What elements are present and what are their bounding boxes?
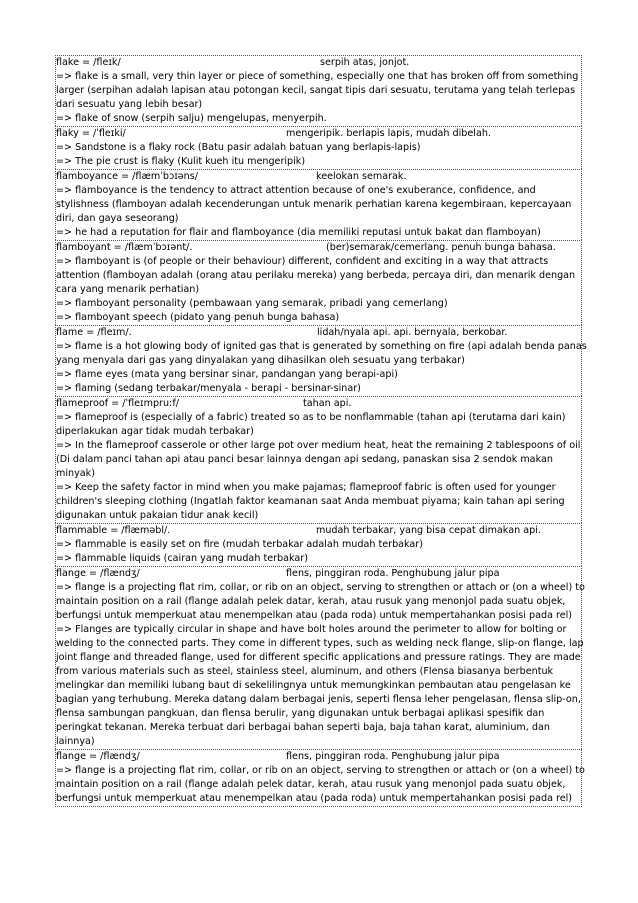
dictionary-entry (55, 325, 587, 396)
translation: mudah terbakar, yang bisa cepat dimakan api. (316, 525, 541, 536)
definition-line: from various materials such as steel, stainless steel, aluminum, and others (Flensa biasanya berbentuk (56, 666, 554, 677)
definition-line: => flake of snow (serpih salju) mengelupas, menyerpih. (56, 113, 327, 124)
definition-line: => flame eyes (mata yang bersinar sinar, pandangan yang berapi-api) (56, 369, 398, 380)
definition-line: melingkar dan memiliki lubang baut di sekelilingnya untuk memungkinkan pembautan atau pengelasan ke (56, 680, 571, 691)
definition-line: => flamboyant speech (pidato yang penuh bunga bahasa) (56, 312, 340, 323)
entry-heading-line (56, 397, 581, 411)
translation: lidah/nyala api. api. bernyala, berkobar. (317, 327, 508, 338)
definition-line: => flamboyant personality (pembawaan yang semarak, pribadi yang cemerlang) (56, 298, 448, 309)
definition-line: => Sandstone is a flaky rock (Batu pasir adalah batuan yang berlapis-lapis) (56, 142, 421, 153)
definition-line: => flameproof is (especially of a fabric) treated so as to be nonflammable (tahan api (terutama dari kain) (56, 412, 566, 423)
definition-line: maintain position on a rail (flange adalah pelek datar, kerah, atau rusuk yang menonjol pada suatu objek, (56, 779, 566, 790)
dictionary-page (55, 55, 587, 807)
definition-line: => Flanges are typically circular in shape and have bolt holes around the perimeter to allow for bolting or (56, 624, 567, 635)
translation: tahan api. (303, 398, 352, 409)
definition-line: minyak) (56, 468, 95, 479)
translation: keelokan semarak. (316, 171, 407, 182)
definition-line: cara yang menarik perhatian) (56, 284, 200, 295)
definition-line: => The pie crust is flaky (Kulit kueh itu mengeripik) (56, 156, 306, 167)
definition-line: => flame is a hot glowing body of ignited gas that is generated by something on fire (api adalah benda panas (56, 341, 587, 352)
definition-line: => flamboyant is (of people or their behaviour) different, confident and exciting in a way that attracts (56, 256, 549, 267)
definition-line: => flake is a small, very thin layer or piece of something, especially one that has broken off from something (56, 71, 579, 82)
entry-heading-line (56, 750, 581, 764)
definition-line: diperlakukan agar tidak mudah terbakar) (56, 426, 254, 437)
entry-heading-line (56, 56, 581, 70)
headword: flamboyant = /flæmˈbɔɪənt/. (56, 242, 193, 253)
definition-line: dari sesuatu yang lebih besar) (56, 99, 203, 110)
definition-line: => flaming (sedang terbakar/menyala - berapi - bersinar-sinar) (56, 383, 361, 394)
definition-line: berfungsi untuk memperkuat atau menempelkan atau (pada roda) untuk mempertahankan posisi pada rel) (56, 610, 573, 621)
dictionary-entry (55, 396, 582, 523)
translation: serpih atas, jonjot. (320, 57, 410, 68)
translation: mengeripik. berlapis lapis, mudah dibelah. (286, 128, 491, 139)
definition-line: diri, dan gaya seseorang) (56, 213, 179, 224)
definition-line: => In the flameproof casserole or other large pot over medium heat, heat the remaining 2 tablespoons of oil (56, 440, 581, 451)
translation: flens, pinggiran roda. Penghubung jalur pipa (286, 751, 500, 762)
definition-line: lainnya) (56, 736, 95, 747)
translation: flens, pinggiran roda. Penghubung jalur pipa (286, 568, 500, 579)
translation: (ber)semarak/cemerlang. penuh bunga bahasa. (326, 242, 556, 253)
definition-line: => flamboyance is the tendency to attract attention because of one's exuberance, confidence, and (56, 185, 536, 196)
dictionary-entry (55, 126, 582, 169)
entry-heading-line (56, 170, 581, 184)
dictionary-entry (55, 523, 582, 566)
headword: flange = /flændʒ/ (56, 568, 140, 579)
entry-heading-line (56, 326, 581, 340)
entry-heading-line (56, 524, 581, 538)
dictionary-entry (55, 749, 585, 807)
headword: flange = /flændʒ/ (56, 751, 140, 762)
entry-heading-line (56, 127, 581, 141)
entry-heading-line (56, 241, 581, 255)
definition-line: peringkat tekanan. Mereka terbuat dari berbagai bahan seperti baja, baja tahan karat, aluminium, dan (56, 722, 550, 733)
definition-line: => flammable liquids (cairan yang mudah terbakar) (56, 553, 308, 564)
definition-line: flensa sambungan pangkuan, dan flensa berulir, yang digunakan untuk berbagai aplikasi spesifik dan (56, 708, 545, 719)
definition-line: (Di dalam panci tahan api atau panci besar lainnya dengan api sedang, panaskan sisa 2 sendok makan (56, 454, 553, 465)
definition-line: attention (flamboyan adalah (orang atau perilaku mereka) yang berbeda, percaya diri, dan menarik dengan (56, 270, 576, 281)
dictionary-entry (55, 240, 582, 325)
definition-line: => flange is a projecting flat rim, collar, or rib on an object, serving to strengthen or attach or (on a wheel) to (56, 582, 585, 593)
headword: flammable = /flæməbl/. (56, 525, 171, 536)
headword: flake = /fleɪk/ (56, 57, 121, 68)
definition-line: welding to the connected parts. They come in different types, such as welding neck flange, slip-on flange, lap (56, 638, 584, 649)
headword: flameproof = /ˈfleɪmpruːf/ (56, 398, 179, 409)
dictionary-entry (55, 55, 582, 126)
definition-line: bagian yang terhubung. Mereka datang dalam berbagai jenis, seperti flensa leher pengelasan, flensa slip-on, (56, 694, 581, 705)
definition-line: => Keep the safety factor in mind when you make pajamas; flameproof fabric is often used for younger (56, 482, 556, 493)
entry-heading-line (56, 567, 581, 581)
dictionary-entry (55, 169, 582, 240)
headword: flame = /fleɪm/. (56, 327, 132, 338)
definition-line: => flammable is easily set on fire (mudah terbakar adalah mudah terbakar) (56, 539, 423, 550)
definition-line: yang menyala dari gas yang dinyalakan yang dihasilkan oleh sesuatu yang terbakar) (56, 355, 465, 366)
definition-line: digunakan untuk pakaian tidur anak kecil) (56, 510, 259, 521)
definition-line: berfungsi untuk memperkuat atau menempelkan atau (pada roda) untuk mempertahankan posisi pada rel) (56, 793, 573, 804)
definition-line: stylishness (flamboyan adalah kecenderungan untuk menarik perhatian karena kegembiraan, kepercayaan (56, 199, 572, 210)
definition-line: larger (serpihan adalah lapisan atau potongan kecil, sangat tipis dari sesuatu, terutama yang telah terlepas (56, 85, 576, 96)
definition-line: joint flange and threaded flange, used for different specific applications and pressure ratings. They are made (56, 652, 581, 663)
headword: flaky = /ˈfleɪki/ (56, 128, 126, 139)
definition-line: children's sleeping clothing (Ingatlah faktor keamanan saat Anda membuat piyama; kain tahan api sering (56, 496, 565, 507)
definition-line: => flange is a projecting flat rim, collar, or rib on an object, serving to strengthen or attach or (on a wheel) to (56, 765, 585, 776)
definition-line: => he had a reputation for flair and flamboyance (dia memiliki reputasi untuk bakat dan flamboyan) (56, 227, 541, 238)
dictionary-entry (55, 566, 585, 749)
definition-line: maintain position on a rail (flange adalah pelek datar, kerah, atau rusuk yang menonjol pada suatu objek, (56, 596, 566, 607)
headword: flamboyance = /flæmˈbɔɪəns/ (56, 171, 198, 182)
